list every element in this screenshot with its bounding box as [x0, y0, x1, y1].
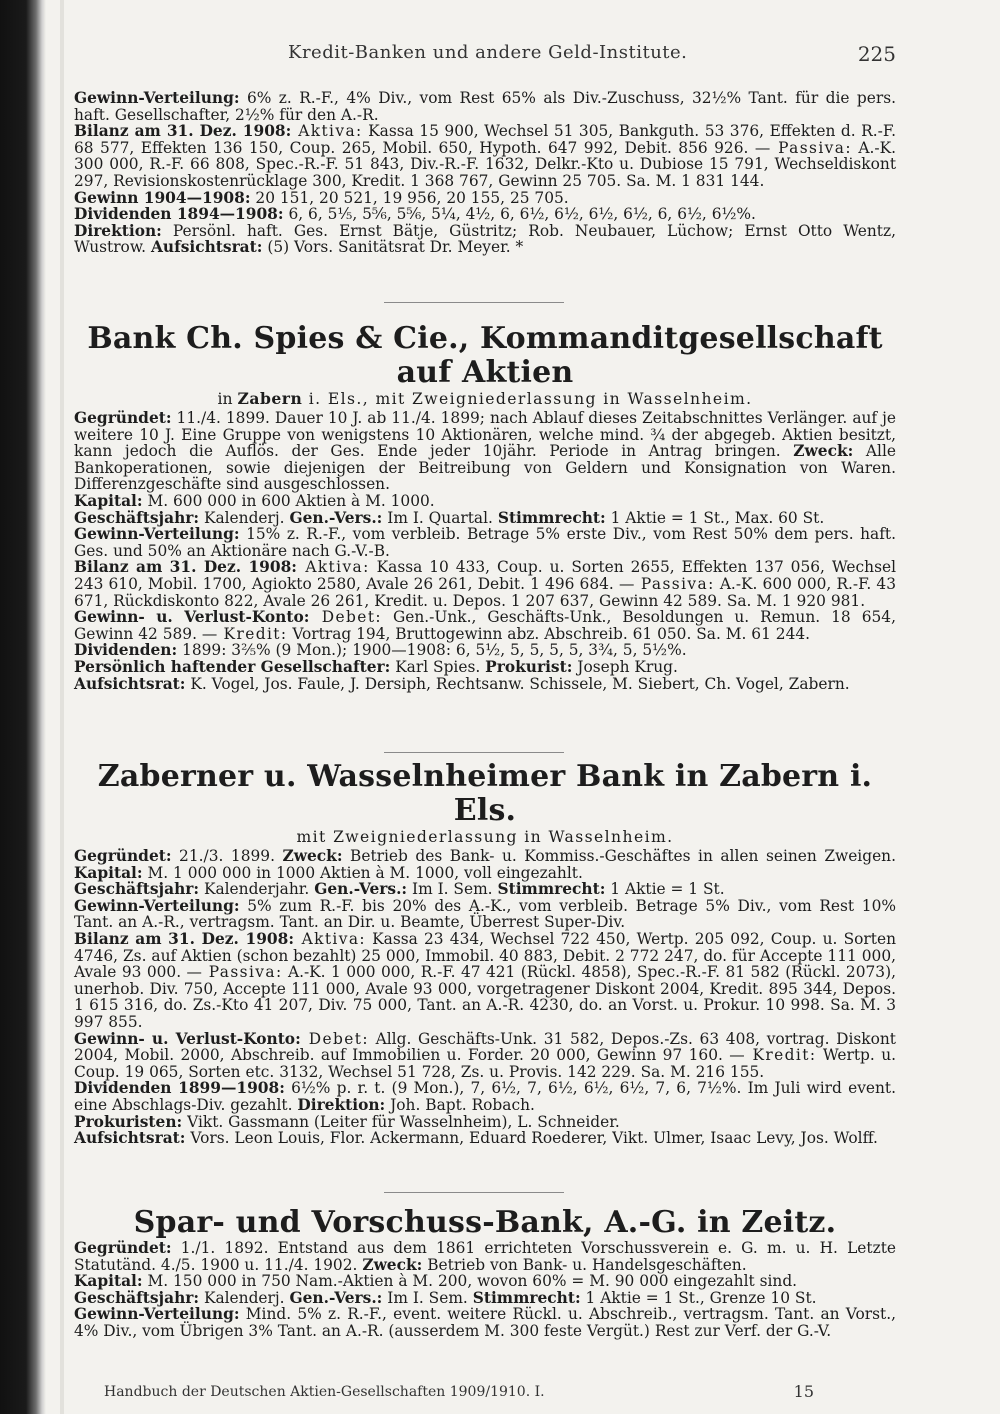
- field-label: Gewinn-Verteilung:: [74, 525, 240, 544]
- section-divider: [384, 1192, 564, 1193]
- field-text: Kassa 10 433, Coup. u. Sorten 2655, Effekten 137 056, Wechsel 243 610, Mobil. 1700, Agiokto 2580, Avale 26 261, Debit. 1 496 684. —: [74, 558, 896, 593]
- spaced-label: Kredit:: [217, 624, 288, 643]
- previous-entry-continuation: [74, 90, 896, 256]
- section-divider: [384, 302, 564, 303]
- entry-subtitle: [74, 390, 896, 408]
- field-label: Gewinn 1904—1908:: [74, 188, 251, 207]
- field-text: 1 Aktie = 1 St., Grenze 10 St.: [580, 1288, 817, 1307]
- entry-paragraph: [74, 206, 896, 223]
- entry-paragraph: [74, 526, 896, 559]
- field-text: A.-K. 300 000, R.-F. 66 808, Spec.-R.-F. 51 843, Div.-R.-F. 1632, Delkr.-Kto u. Dubiose 15 791, Wechseldiskont 297, Revisionskostenrücklage 300, Kredit. 1 368 767, Gewinn 25 705. Sa. M. 1 831 144.: [74, 138, 896, 190]
- field-label: Persönlich haftender Gesellschafter:: [74, 657, 391, 676]
- entry-body: [74, 848, 896, 1147]
- entry-paragraph: [74, 898, 896, 931]
- entry-paragraph: [74, 659, 896, 676]
- spaced-label: Aktiva:: [296, 558, 370, 577]
- spaced-label: Debet:: [300, 1029, 369, 1048]
- field-text: (5) Vors. Sanitätsrat Dr. Meyer. *: [262, 238, 524, 257]
- field-text: M. 150 000 in 750 Nam.-Aktien à M. 200, wovon 60% = M. 90 000 eingezahlt sind.: [142, 1272, 798, 1291]
- entry-title: Spar- und Vorschuss-Bank, A.-G. in Zeitz.: [133, 1205, 837, 1240]
- field-text: Karl Spies.: [390, 657, 481, 676]
- field-label: Stimmrecht:: [497, 508, 606, 527]
- entry-body: [74, 1240, 896, 1340]
- entry-paragraph: [74, 1114, 896, 1131]
- entry-zeitz-bank: [74, 1206, 896, 1340]
- field-label: Gegründet:: [74, 409, 172, 427]
- entry-zaberner-bank: [74, 760, 896, 1147]
- field-label: Gegründet:: [74, 1239, 172, 1257]
- field-label: Gen.-Vers.:: [289, 508, 383, 527]
- field-label: Kapital:: [74, 1272, 143, 1291]
- field-text: Kalenderj.: [199, 508, 285, 527]
- field-text: 1./1. 1892. Entstand aus dem 1861 errichteten Vorschussverein e. G. m. u. H. Letzte Statutänd. 4./5. 1900 u. 11./4. 1902.: [74, 1239, 896, 1274]
- field-label: Dividenden:: [74, 641, 178, 660]
- field-text: Gen.-Unk., Geschäfts-Unk., Besoldungen u. Remun. 18 654, Gewinn 42 589. —: [74, 608, 896, 643]
- field-text: Joh. Bapt. Robach.: [385, 1095, 535, 1114]
- section-divider: [384, 752, 564, 753]
- entry-paragraph: [74, 223, 896, 256]
- entry-paragraph: [74, 410, 896, 493]
- entry-paragraph: [74, 848, 896, 881]
- page-number: 225: [857, 42, 896, 66]
- field-text: 15% z. R.-F., vom verbleib. Betrage 5% erste Div., vom Rest 50% dem pers. haft. Ges. und 50% an Aktionäre nach G.-V.-B.: [74, 525, 896, 560]
- field-text: Betrieb von Bank- u. Handelsgeschäften.: [422, 1255, 747, 1274]
- field-label: Direktion:: [297, 1095, 386, 1114]
- field-text: Alle Bankoperationen, sowie diejenigen der Beitreibung von Geldern und Konsignation von Waren. Differenzgeschäfte sind ausgeschlossen.: [74, 442, 896, 494]
- field-label: Geschäftsjahr:: [74, 508, 200, 527]
- spaced-label: Debet:: [309, 608, 382, 627]
- field-label: Dividenden 1894—1908:: [74, 205, 284, 224]
- field-label: Gewinn-Verteilung:: [74, 896, 240, 915]
- field-label: Direktion:: [74, 221, 162, 240]
- field-text: M. 600 000 in 600 Aktien à M. 1000.: [142, 491, 435, 510]
- field-label: Bilanz am 31. Dez. 1908:: [74, 558, 297, 577]
- field-text: Im I. Sem.: [407, 880, 493, 899]
- field-text: 11./4. 1899. Dauer 10 J. ab 11./4. 1899; nach Ablauf dieses Zeitabschnittes Verlänger. auf je weitere 10 J. Eine Gruppe von wenigstens 10 Aktionären, welche mind. ¾ der abgegeb. Aktien besitzt, kann jedoch die Auflös. der Ges. Ende jeder 10jähr. Periode in Antrag bringen.: [74, 409, 896, 461]
- running-title: Kredit-Banken und andere Geld-Institute.: [288, 42, 688, 63]
- entry-paragraph: [74, 90, 896, 123]
- spaced-label: Aktiva:: [291, 122, 363, 141]
- entry-paragraph: [74, 1290, 896, 1307]
- field-text: M. 1 000 000 in 1000 Aktien à M. 1000, voll eingezahlt.: [142, 863, 583, 882]
- entry-paragraph: [74, 931, 896, 1031]
- entry-title: Bank Ch. Spies & Cie., Kommanditgesellschaft auf Aktien: [87, 321, 883, 390]
- field-text: Wertp. u. Coup. 19 065, Sorten etc. 3132, Wechsel 51 728, Zs. u. Provis. 142 229. Sa. M. 216 155.: [74, 1046, 896, 1081]
- field-text: Persönl. haft. Ges. Ernst Bätje, Güstritz; Rob. Neubauer, Lüchow; Ernst Otto Wentz, Wustrow.: [74, 221, 896, 257]
- page-footer: [104, 1384, 814, 1400]
- entry-bank-spies: [74, 322, 896, 692]
- entry-paragraph: [74, 642, 896, 659]
- field-text: 6, 6, 5⅕, 5⅚, 5⅚, 5¼, 4½, 6, 6½, 6½, 6½, 6½, 6, 6½, 6½%.: [283, 205, 756, 224]
- field-text: Kassa 23 434, Wechsel 722 450, Wertp. 205 092, Coup. u. Sorten 4746, Zs. auf Aktien (schon bezahlt) 25 000, Immobil. 40 883, Debit. 2 772 247, do. für Accepte 111 000, Avale 93 000. —: [74, 929, 896, 982]
- entry-paragraph: [74, 559, 896, 609]
- field-text: 20 151, 20 521, 19 956, 20 155, 25 705.: [250, 188, 569, 207]
- field-label: Stimmrecht:: [497, 880, 606, 899]
- subtitle-place: Zabern: [237, 389, 303, 408]
- field-label: Zweck:: [362, 1255, 423, 1274]
- field-text: Allg. Geschäfts-Unk. 31 582, Depos.-Zs. 63 408, vortrag. Diskont 2004, Mobil. 2000, Abschreib. auf Immobilien u. Forder. 20 000, Gewinn 97 160. —: [74, 1029, 896, 1065]
- field-text: Mind. 5% z. R.-F., event. weitere Rückl. u. Abschreib., vertragsm. Tant. an Vorst., 4% Div., vom Übrigen 3% Tant. an A.-R. (ausserdem M. 300 feste Vergüt.) Rest zur Verf. der G.-V.: [74, 1305, 896, 1340]
- entry-paragraph: [74, 609, 896, 642]
- footer-citation: Handbuch der Deutschen Aktien-Gesellschaften 1909/1910. I.: [104, 1384, 545, 1400]
- entry-paragraph: [74, 1130, 896, 1147]
- field-text: 1 Aktie = 1 St.: [605, 880, 725, 899]
- field-text: Kassa 15 900, Wechsel 51 305, Bankguth. 53 376, Effekten d. R.-F. 68 577, Effekten 136 150, Coup. 265, Mobil. 650, Hypoth. 647 992, Debit. 856 926. —: [74, 122, 896, 157]
- field-label: Bilanz am 31. Dez. 1908:: [74, 122, 292, 141]
- field-label: Stimmrecht:: [472, 1288, 581, 1307]
- field-text: Vortrag 194, Bruttogewinn abz. Abschreib. 61 050. Sa. M. 61 244.: [287, 624, 811, 643]
- field-text: 21./3. 1899.: [171, 847, 275, 865]
- field-label: Aufsichtsrat:: [74, 1129, 186, 1148]
- field-text: 1 Aktie = 1 St., Max. 60 St.: [605, 508, 825, 527]
- entry-paragraph: [74, 510, 896, 527]
- field-text: Kalenderjahr.: [199, 880, 310, 899]
- field-label: Kapital:: [74, 491, 143, 510]
- field-text: Im I. Sem.: [382, 1288, 468, 1307]
- field-label: Dividenden 1899—1908:: [74, 1079, 285, 1098]
- field-label: Geschäftsjahr:: [74, 880, 200, 899]
- entry-paragraph: [74, 1306, 896, 1339]
- field-label: Gewinn- u. Verlust-Konto:: [74, 608, 310, 627]
- field-label: Gewinn- u. Verlust-Konto:: [74, 1029, 301, 1048]
- field-text: Joseph Krug.: [572, 657, 678, 676]
- field-label: Gen.-Vers.:: [289, 1288, 383, 1307]
- field-text: 6½% p. r. t. (9 Mon.), 7, 6½, 7, 6½, 6½, 6½, 7, 6, 7½%. Im Juli wird event. eine Abschlags-Div. gezahlt.: [74, 1079, 896, 1114]
- entry-paragraph: [74, 493, 896, 510]
- field-label: Bilanz am 31. Dez. 1908:: [74, 929, 294, 948]
- field-label: Geschäftsjahr:: [74, 1288, 200, 1307]
- field-text: Kalenderj.: [199, 1288, 285, 1307]
- entry-paragraph: [74, 881, 896, 898]
- scan-binding-edge: [0, 0, 46, 1414]
- scan-shadow: [60, 0, 64, 1414]
- spaced-label: Passiva:: [201, 963, 283, 982]
- field-text: A.-K. 1 000 000, R.-F. 47 421 (Rückl. 4858), Spec.-R.-F. 81 582 (Rückl. 2073), unerhob. Div. 750, Accepte 111 000, Avale 93 000, vorgetragener Diskont 2004, Kredit. 895 344, Depos. 1 615 316, do. Zs.-Kto 41 207, Div. 75 000, Tant. an A.-R. 4230, do. an Vorst. u. Prokur. 10 998. Sa. M. 3 997 855.: [74, 963, 896, 1031]
- field-label: Aufsichtsrat:: [74, 674, 186, 693]
- entry-body: [74, 410, 896, 692]
- field-text: Im I. Quartal.: [382, 508, 493, 527]
- entry-paragraph: [74, 190, 896, 207]
- field-label: Gegründet:: [74, 847, 172, 865]
- entry-paragraph: [74, 123, 896, 189]
- field-text: Vors. Leon Louis, Flor. Ackermann, Eduard Roederer, Vikt. Ulmer, Isaac Levy, Jos. Wolff.: [185, 1129, 878, 1148]
- field-label: Prokuristen:: [74, 1112, 183, 1131]
- field-label: Gewinn-Verteilung:: [74, 1305, 240, 1324]
- entry-paragraph: [74, 676, 896, 693]
- field-text: A.-K. 600 000, R.-F. 43 671, Rückdiskonto 822, Avale 26 261, Kredit. u. Depos. 1 207 637, Gewinn 42 589. Sa. M. 1 920 981.: [74, 574, 897, 610]
- field-text: Vikt. Gassmann (Leiter für Wasselnheim), L. Schneider.: [182, 1112, 620, 1131]
- entry-title: Zaberner u. Wasselnheimer Bank in Zabern i. Els.: [97, 759, 873, 828]
- field-text: 5% zum R.-F. bis 20% des A.-K., vom verbleib. Betrage 5% Div., vom Rest 10% Tant. an A.-R., vertragsm. Tant. an Dir. u. Beamte, Überrest Super-Div.: [74, 896, 896, 932]
- entry-paragraph: [74, 1240, 896, 1273]
- entry-subtitle: mit Zweigniederlassung in Wasselnheim.: [296, 828, 674, 846]
- spaced-label: Kredit:: [744, 1046, 817, 1065]
- entry-paragraph: [74, 1031, 896, 1081]
- spaced-label: Aktiva:: [294, 929, 366, 948]
- field-label: Gen.-Vers.:: [314, 880, 408, 899]
- spaced-label: Passiva:: [770, 138, 852, 157]
- field-text: 6% z. R.-F., 4% Div., vom Rest 65% als Div.-Zuschuss, 32½% Tant. für die pers. haft. Gesellschafter, 2½% für den A.-R.: [74, 89, 896, 124]
- field-label: Aufsichtsrat:: [150, 238, 263, 257]
- sheet-number: 15: [793, 1382, 814, 1401]
- spaced-label: Passiva:: [634, 574, 715, 593]
- subtitle-text: i. Els., mit Zweigniederlassung in Wasselnheim.: [302, 390, 753, 408]
- field-text: 1899: 3⅖% (9 Mon.); 1900—1908: 6, 5½, 5, 5, 5, 5, 3¾, 5, 5½%.: [177, 641, 687, 660]
- field-text: Betrieb des Bank- u. Kommiss.-Geschäftes in allen seinen Zweigen.: [342, 847, 896, 865]
- field-label: Zweck:: [793, 442, 854, 461]
- entry-paragraph: [74, 1080, 896, 1113]
- field-label: Prokurist:: [485, 657, 573, 676]
- field-text: K. Vogel, Jos. Faule, J. Dersiph, Rechtsanw. Schissele, M. Siebert, Ch. Vogel, Zabern.: [185, 674, 850, 693]
- field-label: Gewinn-Verteilung:: [74, 89, 240, 107]
- entry-paragraph: [74, 1273, 896, 1290]
- running-header: [74, 42, 896, 72]
- field-label: Kapital:: [74, 863, 143, 882]
- subtitle-prefix: in: [217, 390, 238, 408]
- field-label: Zweck:: [282, 847, 343, 865]
